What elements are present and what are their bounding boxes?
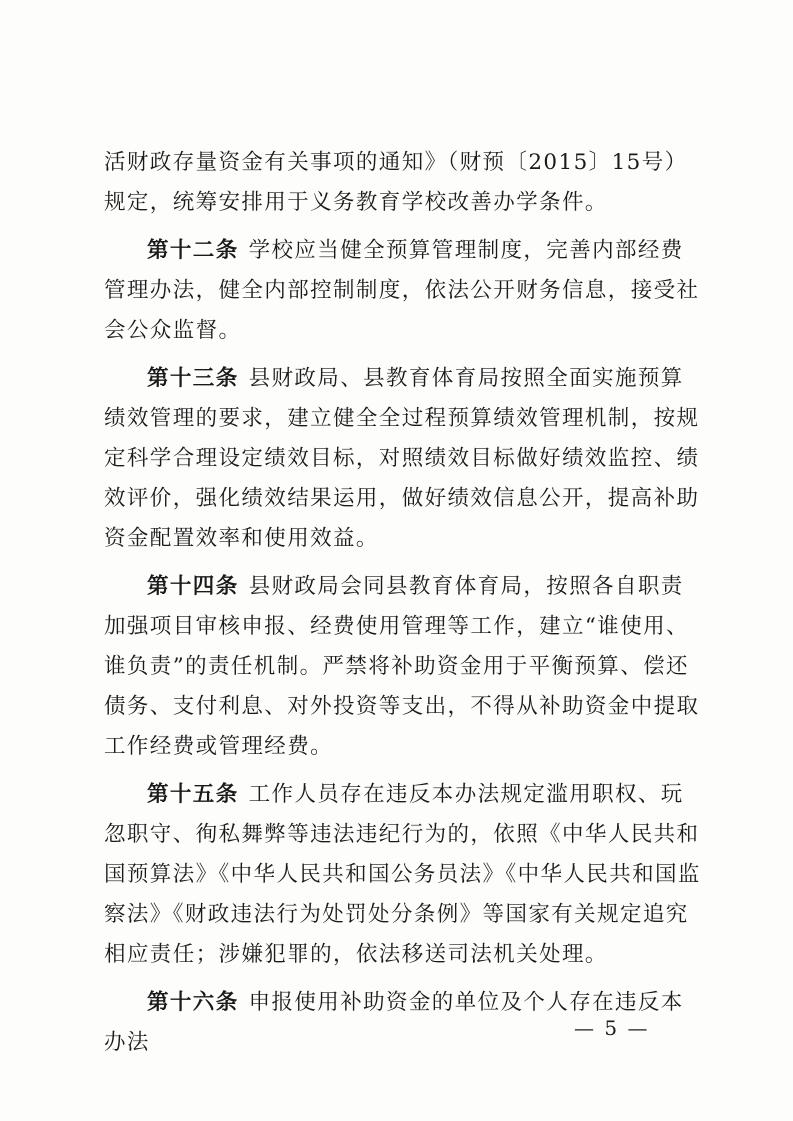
page-number: — 5 — (574, 1016, 650, 1040)
paragraph-text: 县财政局会同县教育体育局，按照各自职责加强项目审核申报、经费使用管理等工作，建立“谁使用、谁负责”的责任机制。严禁将补助资金用于平衡预算、偿还债务、支付利息、对外投资等支出，不得从补助资金中提取工作经费或管理经费。 (104, 574, 700, 759)
paragraph-continuation (104, 143, 704, 223)
paragraph-text: 工作人员存在违反本办法规定滥用职权、玩忽职守、徇私舞弊等违法违纪行为的，依照《中华人民共和国预算法》《中华人民共和国公务员法》《中华人民共和国监察法》《财政违法行为处罚处分条例》等国家有关规定追究相应责任；涉嫌犯罪的，依法移送司法机关处理。 (104, 782, 701, 967)
article-15 (104, 775, 704, 975)
paragraph-text: 申报使用补助资金的单位及个人存在违反本办法 (104, 990, 684, 1055)
article-14 (104, 567, 704, 767)
paragraph-text: 学校应当健全预算管理制度，完善内部经费管理办法，健全内部控制制度，依法公开财务信息，接受社会公众监督。 (104, 238, 700, 343)
paragraph-text: 县财政局、县教育体育局按照全面实施预算绩效管理的要求，建立健全全过程预算绩效管理机制，按规定科学合理设定绩效目标，对照绩效目标做好绩效监控、绩效评价，强化绩效结果运用，做好绩效信息公开，提高补助资金配置效率和使用效益。 (104, 366, 700, 551)
article-13 (104, 359, 704, 559)
article-number: 第十三条 (147, 366, 239, 391)
article-number: 第十六条 (147, 990, 239, 1015)
article-number: 第十四条 (147, 574, 239, 599)
article-number: 第十二条 (147, 238, 239, 263)
paragraph-text: 活财政存量资金有关事项的通知》（财预〔2015〕15号）规定，统筹安排用于义务教育学校改善办学条件。 (104, 150, 688, 215)
article-number: 第十五条 (147, 782, 239, 807)
body-text (104, 143, 704, 1063)
article-12 (104, 231, 704, 351)
